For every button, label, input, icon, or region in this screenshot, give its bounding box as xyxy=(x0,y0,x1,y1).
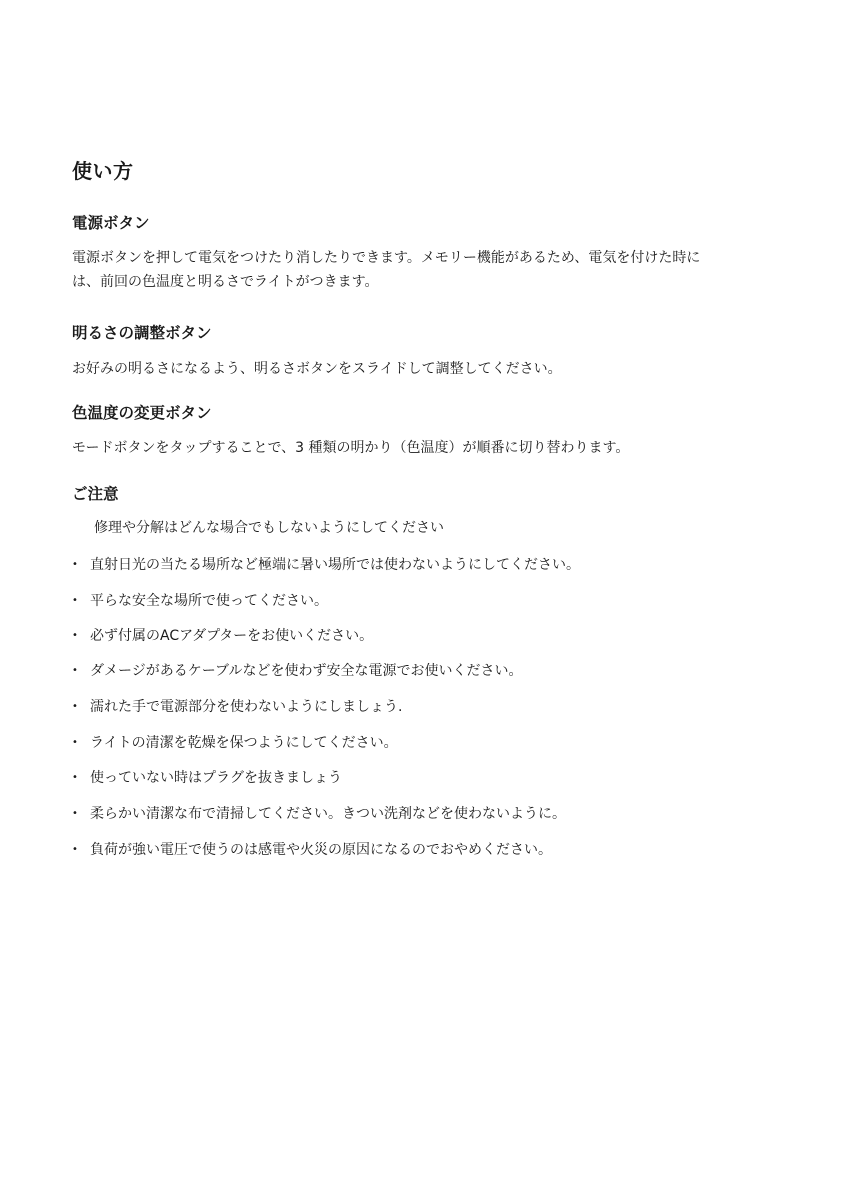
section-body-brightness-button xyxy=(72,357,772,381)
bullet-icon: • xyxy=(72,772,78,783)
bullet-icon: • xyxy=(72,808,78,819)
list-item-text: 直射日光の当たる場所など極端に暑い場所では使わないようにしてください。 xyxy=(90,557,580,573)
section-body-color-temperature-button xyxy=(72,436,772,460)
bullet-icon: • xyxy=(72,701,78,712)
section-heading-color-temperature-button: 色温度の変更ボタン xyxy=(72,404,212,422)
page-title: 使い方 xyxy=(72,159,134,183)
bullet-icon: • xyxy=(72,844,78,855)
section-heading-power-button: 電源ボタン xyxy=(72,214,150,232)
list-item-text: 平らな安全な場所で使ってください。 xyxy=(90,593,328,609)
caution-lead-text: 修理や分解はどんな場合でもしないようにしてください xyxy=(94,520,444,536)
bullet-icon: • xyxy=(72,595,78,606)
paragraph-line: 電源ボタンを押して電気をつけたり消したりできます。メモリー機能があるため、電気を付けた時に xyxy=(72,250,701,266)
section-heading-brightness-button: 明るさの調整ボタン xyxy=(72,324,212,342)
paragraph-line: お好みの明るさになるよう、明るさボタンをスライドして調整してください。 xyxy=(72,361,562,377)
list-item-text: 使っていない時はプラグを抜きましょう xyxy=(90,770,342,786)
section-heading-caution: ご注意 xyxy=(72,485,119,503)
list-item-text: ライトの清潔を乾燥を保つようにしてください。 xyxy=(90,735,398,751)
list-item-text: 負荷が強い電圧で使うのは感電や火災の原因になるのでおやめください。 xyxy=(90,842,552,858)
list-item-text: 必ず付属のACアダプターをお使いください。 xyxy=(90,628,374,644)
list-item-text: 柔らかい清潔な布で清掃してください。きつい洗剤などを使わないように。 xyxy=(90,806,566,822)
paragraph-line: は、前回の色温度と明るさでライトがつきます。 xyxy=(72,274,379,290)
section-body-power-button xyxy=(72,246,772,294)
bullet-icon: • xyxy=(72,630,78,641)
paragraph-line: モードボタンをタップすることで、3 種類の明かり（色温度）が順番に切り替わります。 xyxy=(72,440,630,456)
bullet-icon: • xyxy=(72,737,78,748)
bullet-icon: • xyxy=(72,665,78,676)
list-item-text: 濡れた手で電源部分を使わないようにしましょう. xyxy=(90,699,403,715)
list-item-text: ダメージがあるケーブルなどを使わず安全な電源でお使いください。 xyxy=(90,663,523,679)
bullet-icon: • xyxy=(72,559,78,570)
